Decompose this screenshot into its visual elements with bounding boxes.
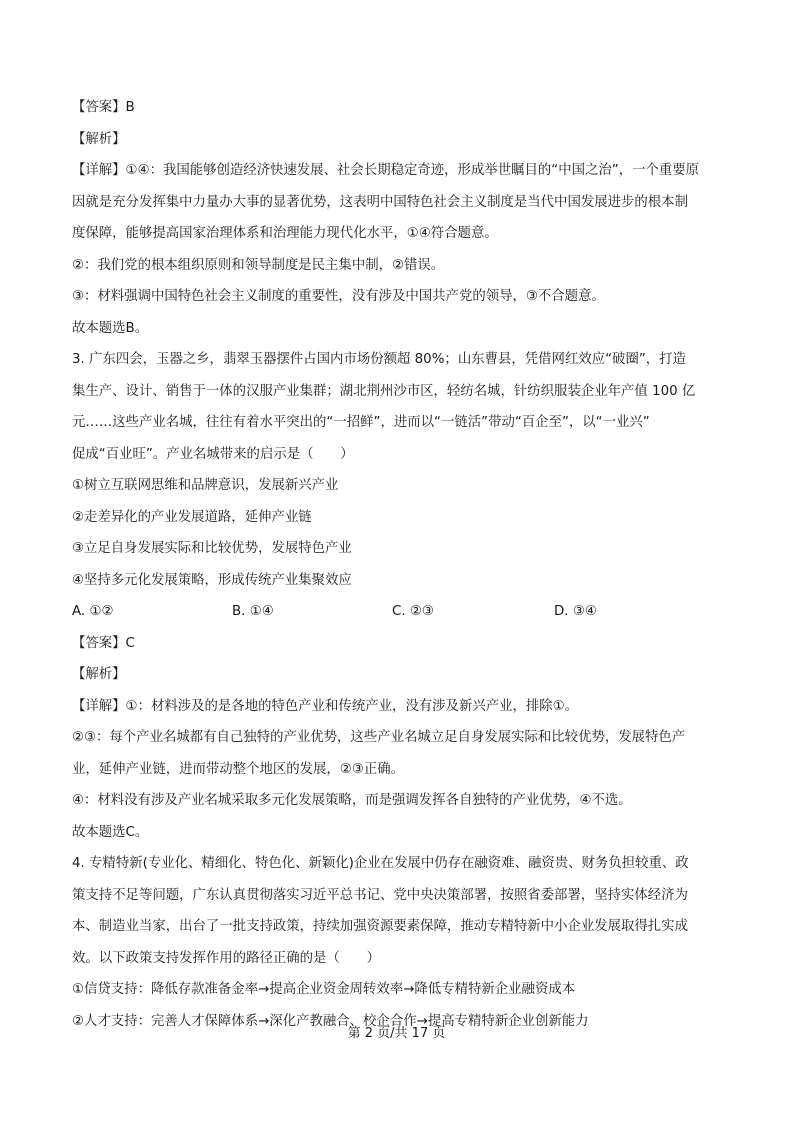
- q2-point-2: ②：我们党的根本组织原则和领导制度是民主集中制，②错误。: [72, 257, 445, 273]
- q3-stem-line-3: 元……这些产业名城，往往有着水平突出的“一招鲜”，进而以“一链活”带动“百企至”，以“一业兴”: [72, 415, 650, 430]
- q2-answer-label: 【答案】B: [72, 100, 135, 115]
- q2-point-3: ③：材料强调中国特色社会主义制度的重要性，没有涉及中国共产党的领导，③不合题意。: [72, 289, 605, 304]
- q3-item-2: ②走差异化的产业发展道路，延伸产业链: [72, 509, 312, 525]
- q4-item-2: ②人才支持：完善人才保障体系→深化产教融合、校企合作→提高专精特新企业创新能力: [72, 1013, 589, 1029]
- q4-stem-line-2: 策支持不足等问题，广东认真贯彻落实习近平总书记、党中央决策部署，按照省委部署，坚持实体经济为: [72, 887, 688, 903]
- q3-item-4: ④坚持多元化发展策略，形成传统产业集聚效应: [72, 572, 352, 588]
- q4-stem-line-3: 本、制造业当家，出台了一批支持政策，持续加强资源要素保障，推动专精特新中小企业发展取得扎实成: [72, 919, 688, 934]
- q3-option-b: B. ①④: [232, 604, 274, 619]
- q4-stem-line-1: 4. 专精特新(专业化、精细化、特色化、新颖化)企业在发展中仍存在融资难、融资贵、财务负担较重、政: [72, 856, 689, 871]
- q2-detail-line-2: 因就是充分发挥集中力量办大事的显著优势，这表明中国特色社会主义制度是当代中国发展进步的根本制: [72, 194, 688, 210]
- q3-detail: 【详解】①：材料涉及的是各地的特色产业和传统产业，没有涉及新兴产业，排除①。: [72, 698, 579, 714]
- q3-answer-label: 【答案】C: [72, 635, 135, 651]
- q3-option-a: A. ①②: [72, 604, 114, 619]
- q2-conclusion: 故本题选B。: [72, 320, 149, 336]
- q3-conclusion: 故本题选C。: [72, 824, 149, 840]
- q3-item-3: ③立足自身发展实际和比较优势，发展特色产业: [72, 541, 352, 556]
- q3-point23-line-2: 业，延伸产业链，进而带动整个地区的发展，②③正确。: [72, 761, 404, 777]
- q4-stem-line-4: 效。以下政策支持发挥作用的路径正确的是（ ）: [72, 950, 380, 966]
- q3-analysis-label: 【解析】: [72, 667, 126, 682]
- q2-detail-line-3: 度保障，能够提高国家治理体系和治理能力现代化水平，①④符合题意。: [72, 226, 498, 241]
- q3-stem-line-4: 促成“百业旺”。产业名城带来的启示是（ ）: [72, 446, 354, 462]
- q4-item-1: ①信贷支持：降低存款准备金率→提高企业资金周转效率→降低专精特新企业融资成本: [72, 982, 576, 997]
- q3-point23-line-1: ②③：每个产业名城都有自己独特的产业优势，这些产业名城立足自身发展实际和比较优势，发展特色产: [72, 730, 686, 745]
- q3-option-d: D. ③④: [554, 604, 597, 619]
- q3-point-4: ④：材料没有涉及产业名城采取多元化发展策略，而是强调发挥各自独特的产业优势，④不选。: [72, 793, 632, 808]
- q3-stem-line-2: 集生产、设计、销售于一体的汉服产业集群；湖北荆州沙市区，轻纺名城，针纺织服装企业年产值 100 亿: [72, 383, 696, 399]
- q2-detail-line-1: 【详解】①④：我国能够创造经济快速发展、社会长期稳定奇迹，形成举世瞩目的“中国之治”，一个重要原: [72, 163, 700, 178]
- page-footer: 第 2 页/共 17 页: [347, 1026, 446, 1041]
- q3-item-1: ①树立互联网思维和品牌意识，发展新兴产业: [72, 478, 339, 493]
- q3-options: [72, 596, 724, 628]
- q2-analysis-label: 【解析】: [72, 131, 126, 147]
- page-content: [72, 92, 724, 1037]
- q3-option-c: C. ②③: [392, 604, 434, 619]
- q3-stem-line-1: 3. 广东四会，玉器之乡，翡翠玉器摆件占国内市场份额超 80%；山东曹县，凭借网红效应“破圈”，打造: [72, 352, 686, 367]
